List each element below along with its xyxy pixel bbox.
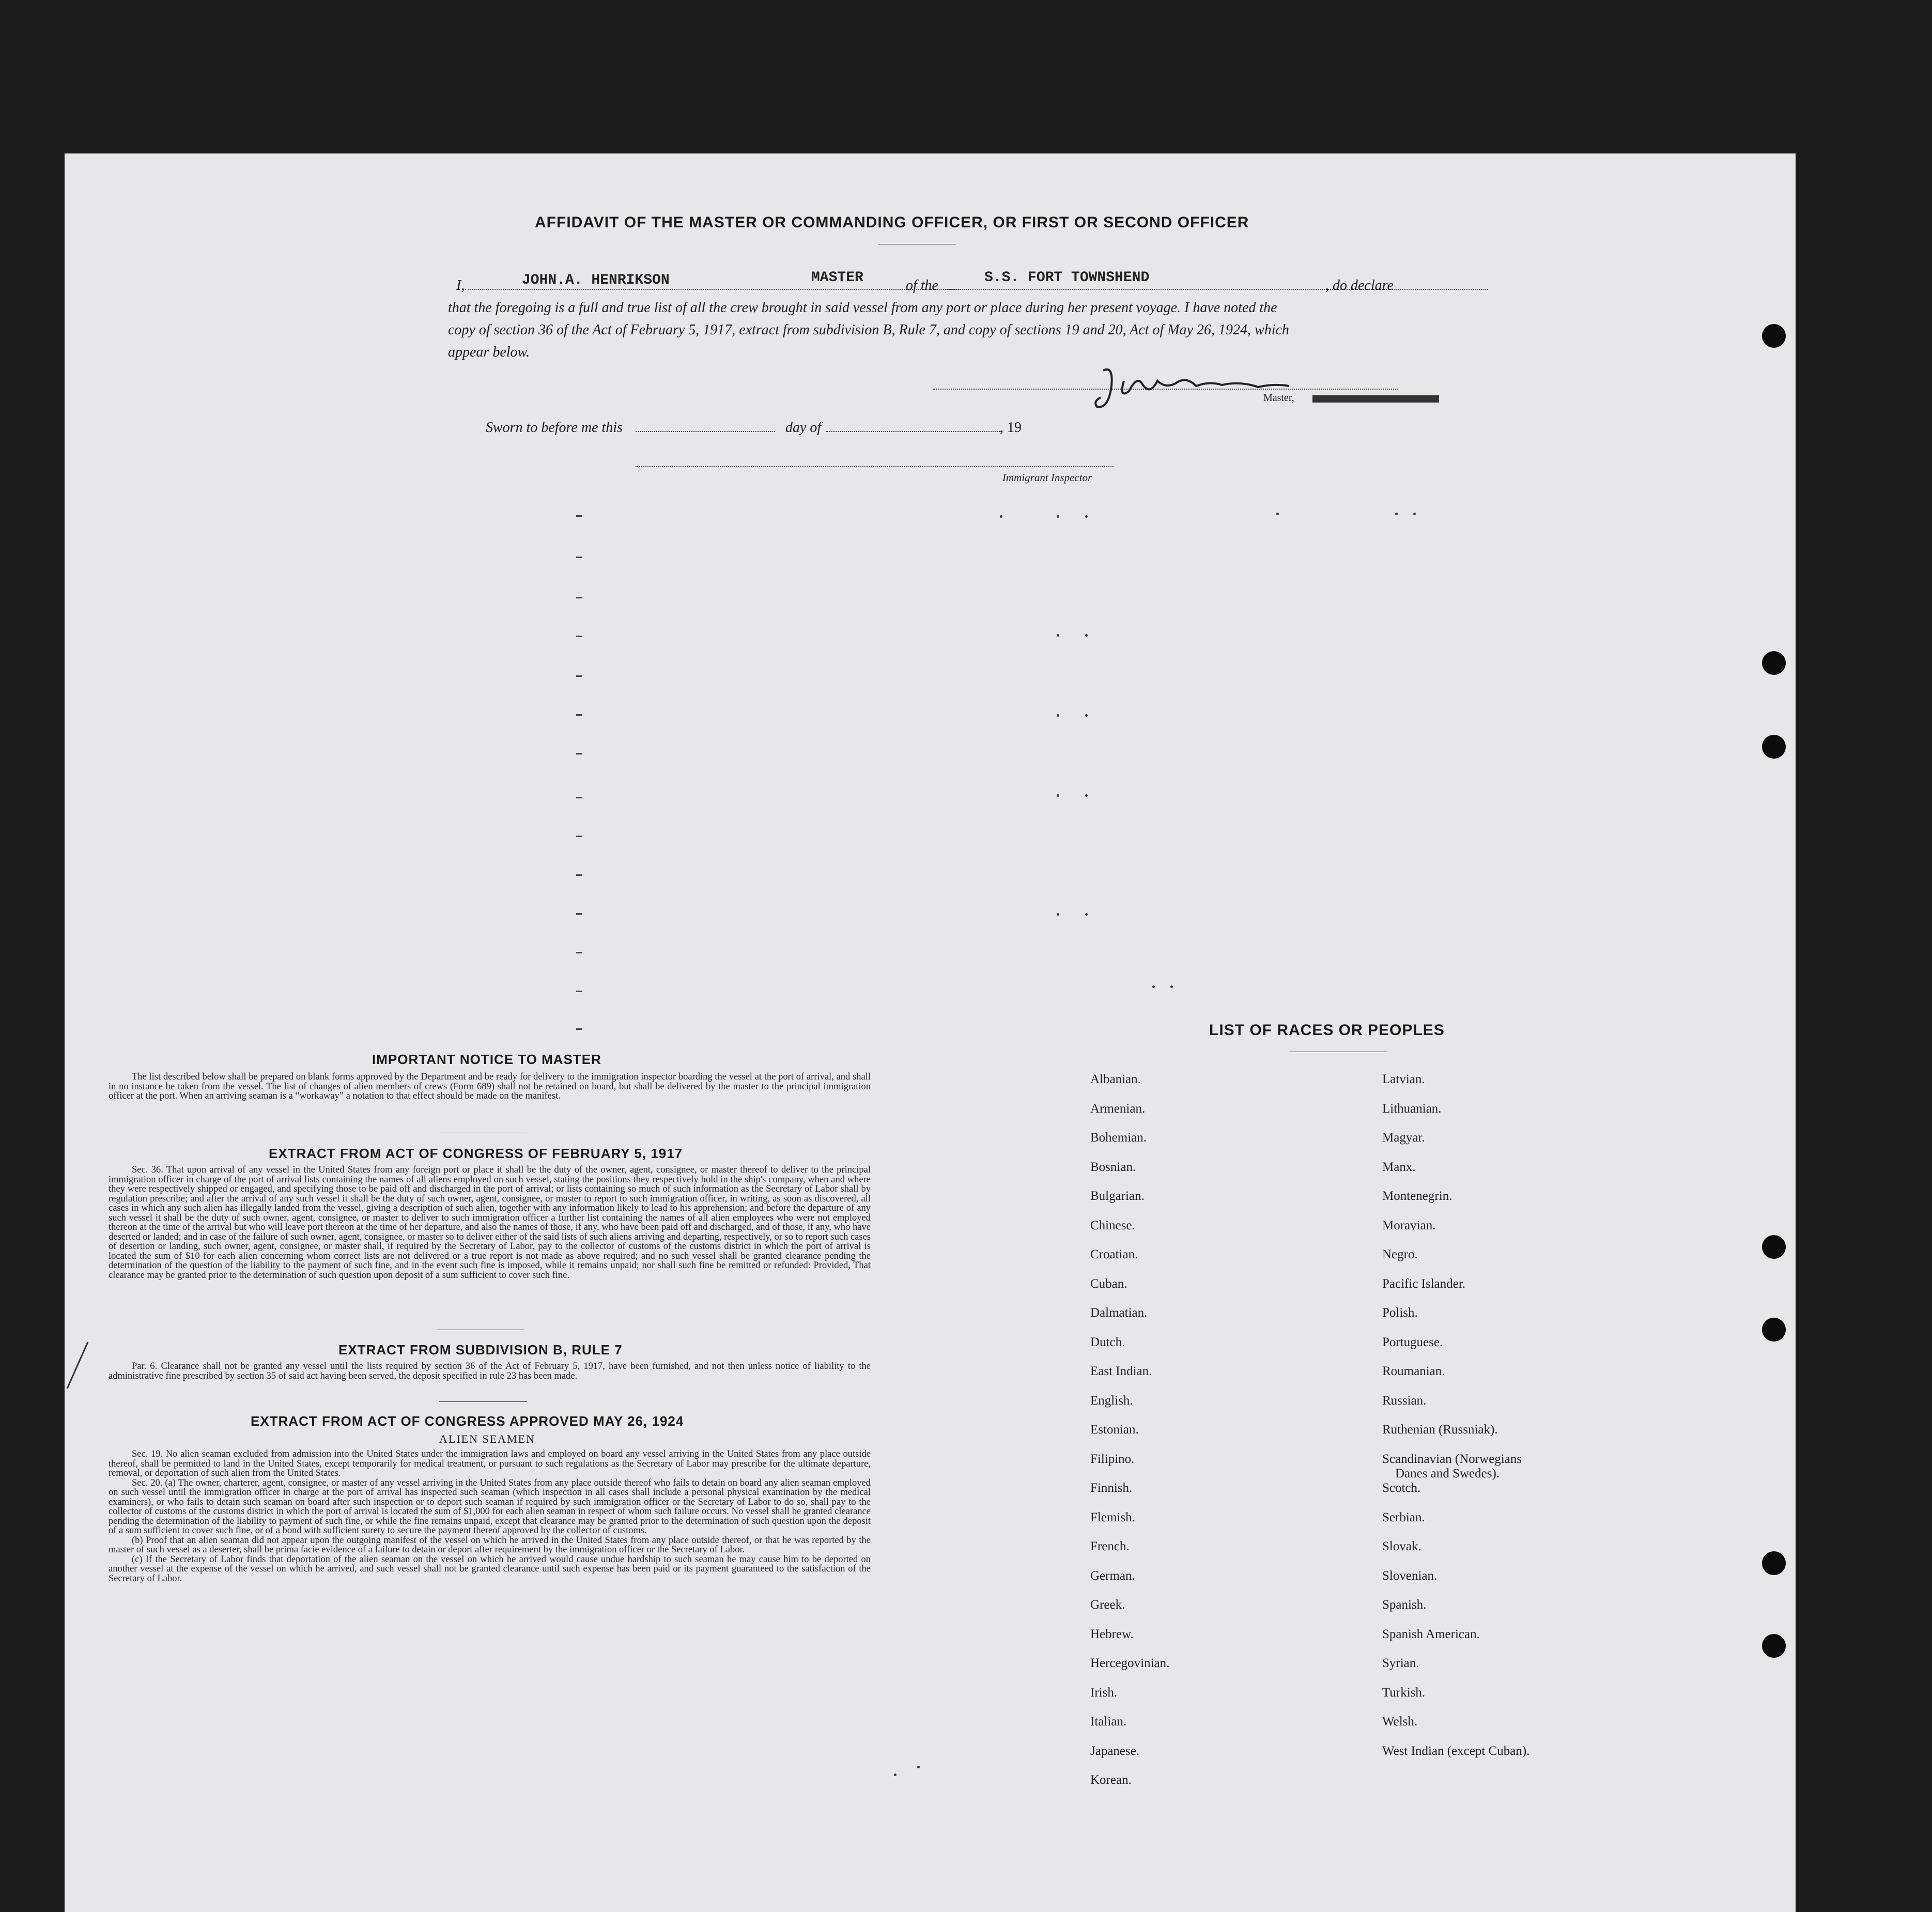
race-item: Serbian. [1382, 1510, 1425, 1524]
par-6-paragraph: Par. 6. Clearance shall not be granted any vessel until the lists required by section 36 of the Act of February 5, 1917, have been furnished, and not then unless notice of liability to the administrative fine prescribed by section 35 of said act having been served, the deposit specified in rule 23 has been made. [109, 1361, 871, 1381]
margin-mark [576, 597, 582, 598]
race-item: Pacific Islander. [1382, 1276, 1466, 1291]
notice-paragraph: The list described below shall be prepared on blank forms approved by the Department and be ready for delivery to the immigration inspector boarding the vessel at the port of arrival, and shall in no instance be taken from the vessel. The list of changes of alien members of crews (Form 689) shall not be retained on board, but shall be delivered by the master to the principal immigration officer at the port. When an arriving seaman is a “workaway” a notation to that effect should be made on the manifest. [109, 1072, 871, 1101]
race-item: Negro. [1382, 1247, 1418, 1261]
margin-mark [576, 836, 582, 837]
race-item: Lithuanian. [1382, 1101, 1442, 1116]
race-item: English. [1090, 1393, 1133, 1408]
race-item: Hebrew. [1090, 1627, 1134, 1641]
race-item: Spanish American. [1382, 1627, 1480, 1641]
margin-mark [576, 515, 582, 517]
speck [894, 1774, 897, 1776]
margin-mark [576, 675, 582, 677]
margin-mark [576, 753, 582, 754]
speck [917, 1766, 920, 1768]
margin-mark [576, 874, 582, 876]
margin-mark [576, 913, 582, 915]
race-item: Slovak. [1382, 1539, 1421, 1553]
margin-mark [576, 952, 582, 953]
vessel-line [946, 289, 1488, 290]
punch-hole [1762, 324, 1786, 348]
races-title: LIST OF RACES OR PEOPLES [1209, 1022, 1445, 1039]
race-item: West Indian (except Cuban). [1382, 1744, 1530, 1758]
race-item: Filipino. [1090, 1452, 1135, 1466]
race-item: Danes and Swedes). [1395, 1466, 1500, 1481]
race-item: Polish. [1382, 1306, 1418, 1320]
race-item: Syrian. [1382, 1656, 1419, 1670]
punch-hole [1762, 735, 1786, 759]
race-item: Croatian. [1090, 1247, 1138, 1261]
notice-title: IMPORTANT NOTICE TO MASTER [372, 1052, 601, 1067]
race-item: German. [1090, 1568, 1135, 1583]
speck [1170, 985, 1173, 988]
race-item: Manx. [1382, 1160, 1416, 1174]
sec-20b-paragraph: (b) Proof that an alien seaman did not appear upon the outgoing manifest of the vessel on which he arrived in the United States from any place outside thereof, or that he was reported by the master of such vessel as a deserter, shall be prima facie evidence of a failure to detain or deport after requirement by the immigration officer or the Secretary of Labor. [109, 1535, 871, 1555]
race-item: Ruthenian (Russniak). [1382, 1423, 1498, 1437]
sworn-month-line [826, 431, 1001, 432]
speck [1085, 913, 1088, 916]
margin-mark [576, 557, 582, 558]
race-item: Flemish. [1090, 1510, 1135, 1524]
race-item: French. [1090, 1539, 1130, 1553]
race-item: Roumanian. [1382, 1364, 1445, 1378]
speck [1276, 513, 1279, 515]
speck [1085, 634, 1088, 637]
sworn-day-line [636, 431, 775, 432]
document-page [65, 153, 1796, 1912]
race-item: Bulgarian. [1090, 1189, 1145, 1203]
race-item: Magyar. [1382, 1131, 1425, 1145]
sec-36-paragraph: Sec. 36. That upon arrival of any vessel in the United States from any foreign port or place it shall be the duty of the owner, agent, consignee, or master thereof to deliver to the principal immigration officer in charge of the port of arrival lists containing the names of all aliens employed on such vessel, stating the positions they respectively hold in the ship's company, when and where they were respectively shipped or engaged, and specifying those to be paid off and discharged in the port of arrival; or lists containing so much of such information as the Secretary of Labor shall by regulation prescribe; and after the arrival of any such vessel it shall be the duty of such owner, agent, consignee, or master to report to such immigration officer, in writing, as soon as discovered, all cases in which any such alien has illegally landed from the vessel, giving a description of such alien, together with any information likely to lead to his apprehension; and before the departure of any such vessel it shall be the duty of such owner, agent, consignee, or master to deliver to such immigration officer a further list containing the names of all alien employees who were not employed thereon at the time of the arrival but who will leave port thereon at the time of her departure, and also the names of those, if any, who have been paid off and discharged, and of those, if any, who have deserted or landed; and in case of the failure of such owner, agent, consignee, or master so to deliver either of the said lists of such aliens arriving and departing, respectively, or so to report such cases of desertion or landing, such owner, agent, consignee, or master shall, if required by the Secretary of Labor, pay to the collector of customs of the customs district in which the port of arrival is located the sum of $10 for each alien concerning whom correct lists are not delivered or a true report is not made as above required; and no such vessel shall be granted clearance pending the determination of the question of the liability to the payment of such fine, and in the event such fine is imposed, while it remains unpaid; nor shall such fine be remitted or refunded: Provided, That clearance may be granted prior to the determination of such question upon deposit of a sum sufficient to cover such fine. [109, 1165, 871, 1281]
speck [1152, 985, 1155, 988]
punch-hole [1762, 1318, 1786, 1342]
extract-1924-text [109, 1450, 871, 1583]
race-item: Bohemian. [1090, 1131, 1147, 1145]
race-item: Montenegrin. [1382, 1189, 1452, 1203]
margin-mark [576, 991, 582, 992]
speck [1395, 513, 1398, 515]
margin-mark [576, 714, 582, 716]
affidavit-title: AFFIDAVIT OF THE MASTER OR COMMANDING OFFICER, OR FIRST OR SECOND OFFICER [535, 214, 1249, 231]
race-item: Italian. [1090, 1715, 1127, 1729]
race-item: Dalmatian. [1090, 1306, 1148, 1320]
affidavit-line-2: that the foregoing is a full and true list of all the crew brought in said vessel from any port or place during her present voyage. I have noted the [448, 300, 1277, 316]
master-signature [1093, 360, 1351, 417]
race-item: Greek. [1090, 1598, 1125, 1612]
race-item: Armenian. [1090, 1101, 1146, 1116]
signature-text [1176, 381, 1182, 382]
race-item: East Indian. [1090, 1364, 1152, 1378]
race-item: Welsh. [1382, 1715, 1418, 1729]
race-item: Dutch. [1090, 1335, 1125, 1349]
race-item: Slovenian. [1382, 1568, 1438, 1583]
day-of-label: day of [785, 420, 822, 436]
struck-out-title [1312, 395, 1439, 403]
speck [1057, 714, 1059, 717]
master-position: MASTER [811, 270, 863, 286]
race-item: Hercegovinian. [1090, 1656, 1170, 1670]
speck [1057, 794, 1059, 797]
speck [1057, 913, 1059, 916]
extract-1917-text [109, 1165, 871, 1280]
sec-20a-paragraph: Sec. 20. (a) The owner, charterer, agent, consignee, or master of any vessel arriving in the United States from any place outside thereof who fails to detain on board any alien seaman employed on such vessel until the immigration officer in charge at the port of arrival has inspected such seaman (which inspection in all cases shall include a personal physical examination by the medical examiners), or who fails to detain such seaman on board after such inspection or to deport such seaman if required by such immigration officer or the Secretary of Labor to do so, shall pay to the collector of customs of the customs district in which the port of arrival is located the sum of $1,000 for each alien seaman in respect of whom such failure occurs. No vessel shall be granted clearance pending the determination of the liability to payment of such fine, or while the fine remains unpaid, except that clearance may be granted prior to the determination of such question upon the deposit of a sum sufficient to cover such fine, or of a bond with sufficient surety to secure the payment thereof approved by the collector of customs. [109, 1477, 871, 1536]
race-item: Russian. [1382, 1393, 1427, 1408]
vessel-name: S.S. FORT TOWNSHEND [984, 270, 1150, 286]
race-item: Turkish. [1382, 1685, 1426, 1700]
punch-hole [1762, 1634, 1786, 1658]
race-item: Latvian. [1382, 1072, 1425, 1086]
race-item: Korean. [1090, 1773, 1132, 1787]
race-item: Portuguese. [1382, 1335, 1443, 1349]
name-line [465, 289, 969, 290]
speck [1413, 513, 1416, 515]
of-the-label: of the [906, 277, 938, 294]
punch-hole [1762, 1235, 1786, 1259]
race-item: Estonian. [1090, 1423, 1139, 1437]
race-item: Chinese. [1090, 1218, 1135, 1232]
race-item: Cuban. [1090, 1276, 1127, 1291]
margin-mark [576, 636, 582, 637]
race-item: Scotch. [1382, 1481, 1421, 1495]
race-item: Japanese. [1090, 1744, 1140, 1758]
speck [1085, 515, 1088, 518]
do-declare-label: , do declare [1325, 277, 1394, 294]
year-label: , 19 [1000, 420, 1022, 436]
race-item: Bosnian. [1090, 1160, 1136, 1174]
race-item: Irish. [1090, 1685, 1118, 1700]
race-item: Albanian. [1090, 1072, 1141, 1086]
race-item: Finnish. [1090, 1481, 1133, 1495]
master-name: JOHN.A. HENRIKSON [522, 272, 670, 288]
sworn-label: Sworn to before me this [486, 420, 623, 436]
margin-pencil-stroke [57, 1339, 93, 1396]
alien-seamen-subtitle: ALIEN SEAMEN [439, 1432, 535, 1445]
extract-1924-title: EXTRACT FROM ACT OF CONGRESS APPROVED MAY 26, 1924 [251, 1413, 684, 1429]
race-item: Moravian. [1382, 1218, 1436, 1232]
speck [1085, 714, 1088, 717]
inspector-line [636, 466, 1114, 467]
notice-text [109, 1072, 871, 1101]
speck [1057, 634, 1059, 637]
inspector-label: Immigrant Inspector [1002, 471, 1092, 484]
speck [1085, 794, 1088, 797]
section-divider [439, 1401, 527, 1402]
race-item: Spanish. [1382, 1598, 1427, 1612]
extract-rule7-text [109, 1362, 871, 1381]
speck [1057, 515, 1059, 518]
sec-20c-paragraph: (c) If the Secretary of Labor finds that deportation of the alien seaman on the vessel on which he arrived would cause undue hardship to such seaman he may cause him to be deported on another vessel at the expense of the vessel on which he arrived, and such vessel shall not be granted clearance until such expense has been paid or its payment guaranteed to the satisfaction of the Secretary of Labor. [109, 1554, 871, 1584]
extract-1917-title: EXTRACT FROM ACT OF CONGRESS OF FEBRUARY 5, 1917 [269, 1146, 683, 1161]
affidavit-line-4: appear below. [448, 344, 530, 360]
race-item: Scandinavian (Norwegians [1382, 1452, 1522, 1466]
affidavit-i: I, [456, 277, 465, 294]
punch-hole [1762, 651, 1786, 675]
punch-hole [1762, 1551, 1786, 1575]
extract-rule7-title: EXTRACT FROM SUBDIVISION B, RULE 7 [338, 1342, 623, 1358]
master-label: Master, [1263, 392, 1294, 404]
margin-mark [576, 1028, 582, 1030]
sec-19-paragraph: Sec. 19. No alien seaman excluded from admission into the United States under the immigration laws and employed on board any vessel arriving in the United States from any place outside thereof, shall be permitted to land in the United States, except temporarily for medical treatment, or pursuant to such regulations as the Secretary of Labor may prescribe for the ultimate departure, removal, or deportation of such alien from the United States. [109, 1449, 871, 1478]
affidavit-line-3: copy of section 36 of the Act of February 5, 1917, extract from subdivision B, Rule 7, and copy of sections 19 and 20, Act of May 26, 1924, which [448, 322, 1289, 338]
speck [1000, 515, 1002, 518]
margin-mark [576, 797, 582, 798]
